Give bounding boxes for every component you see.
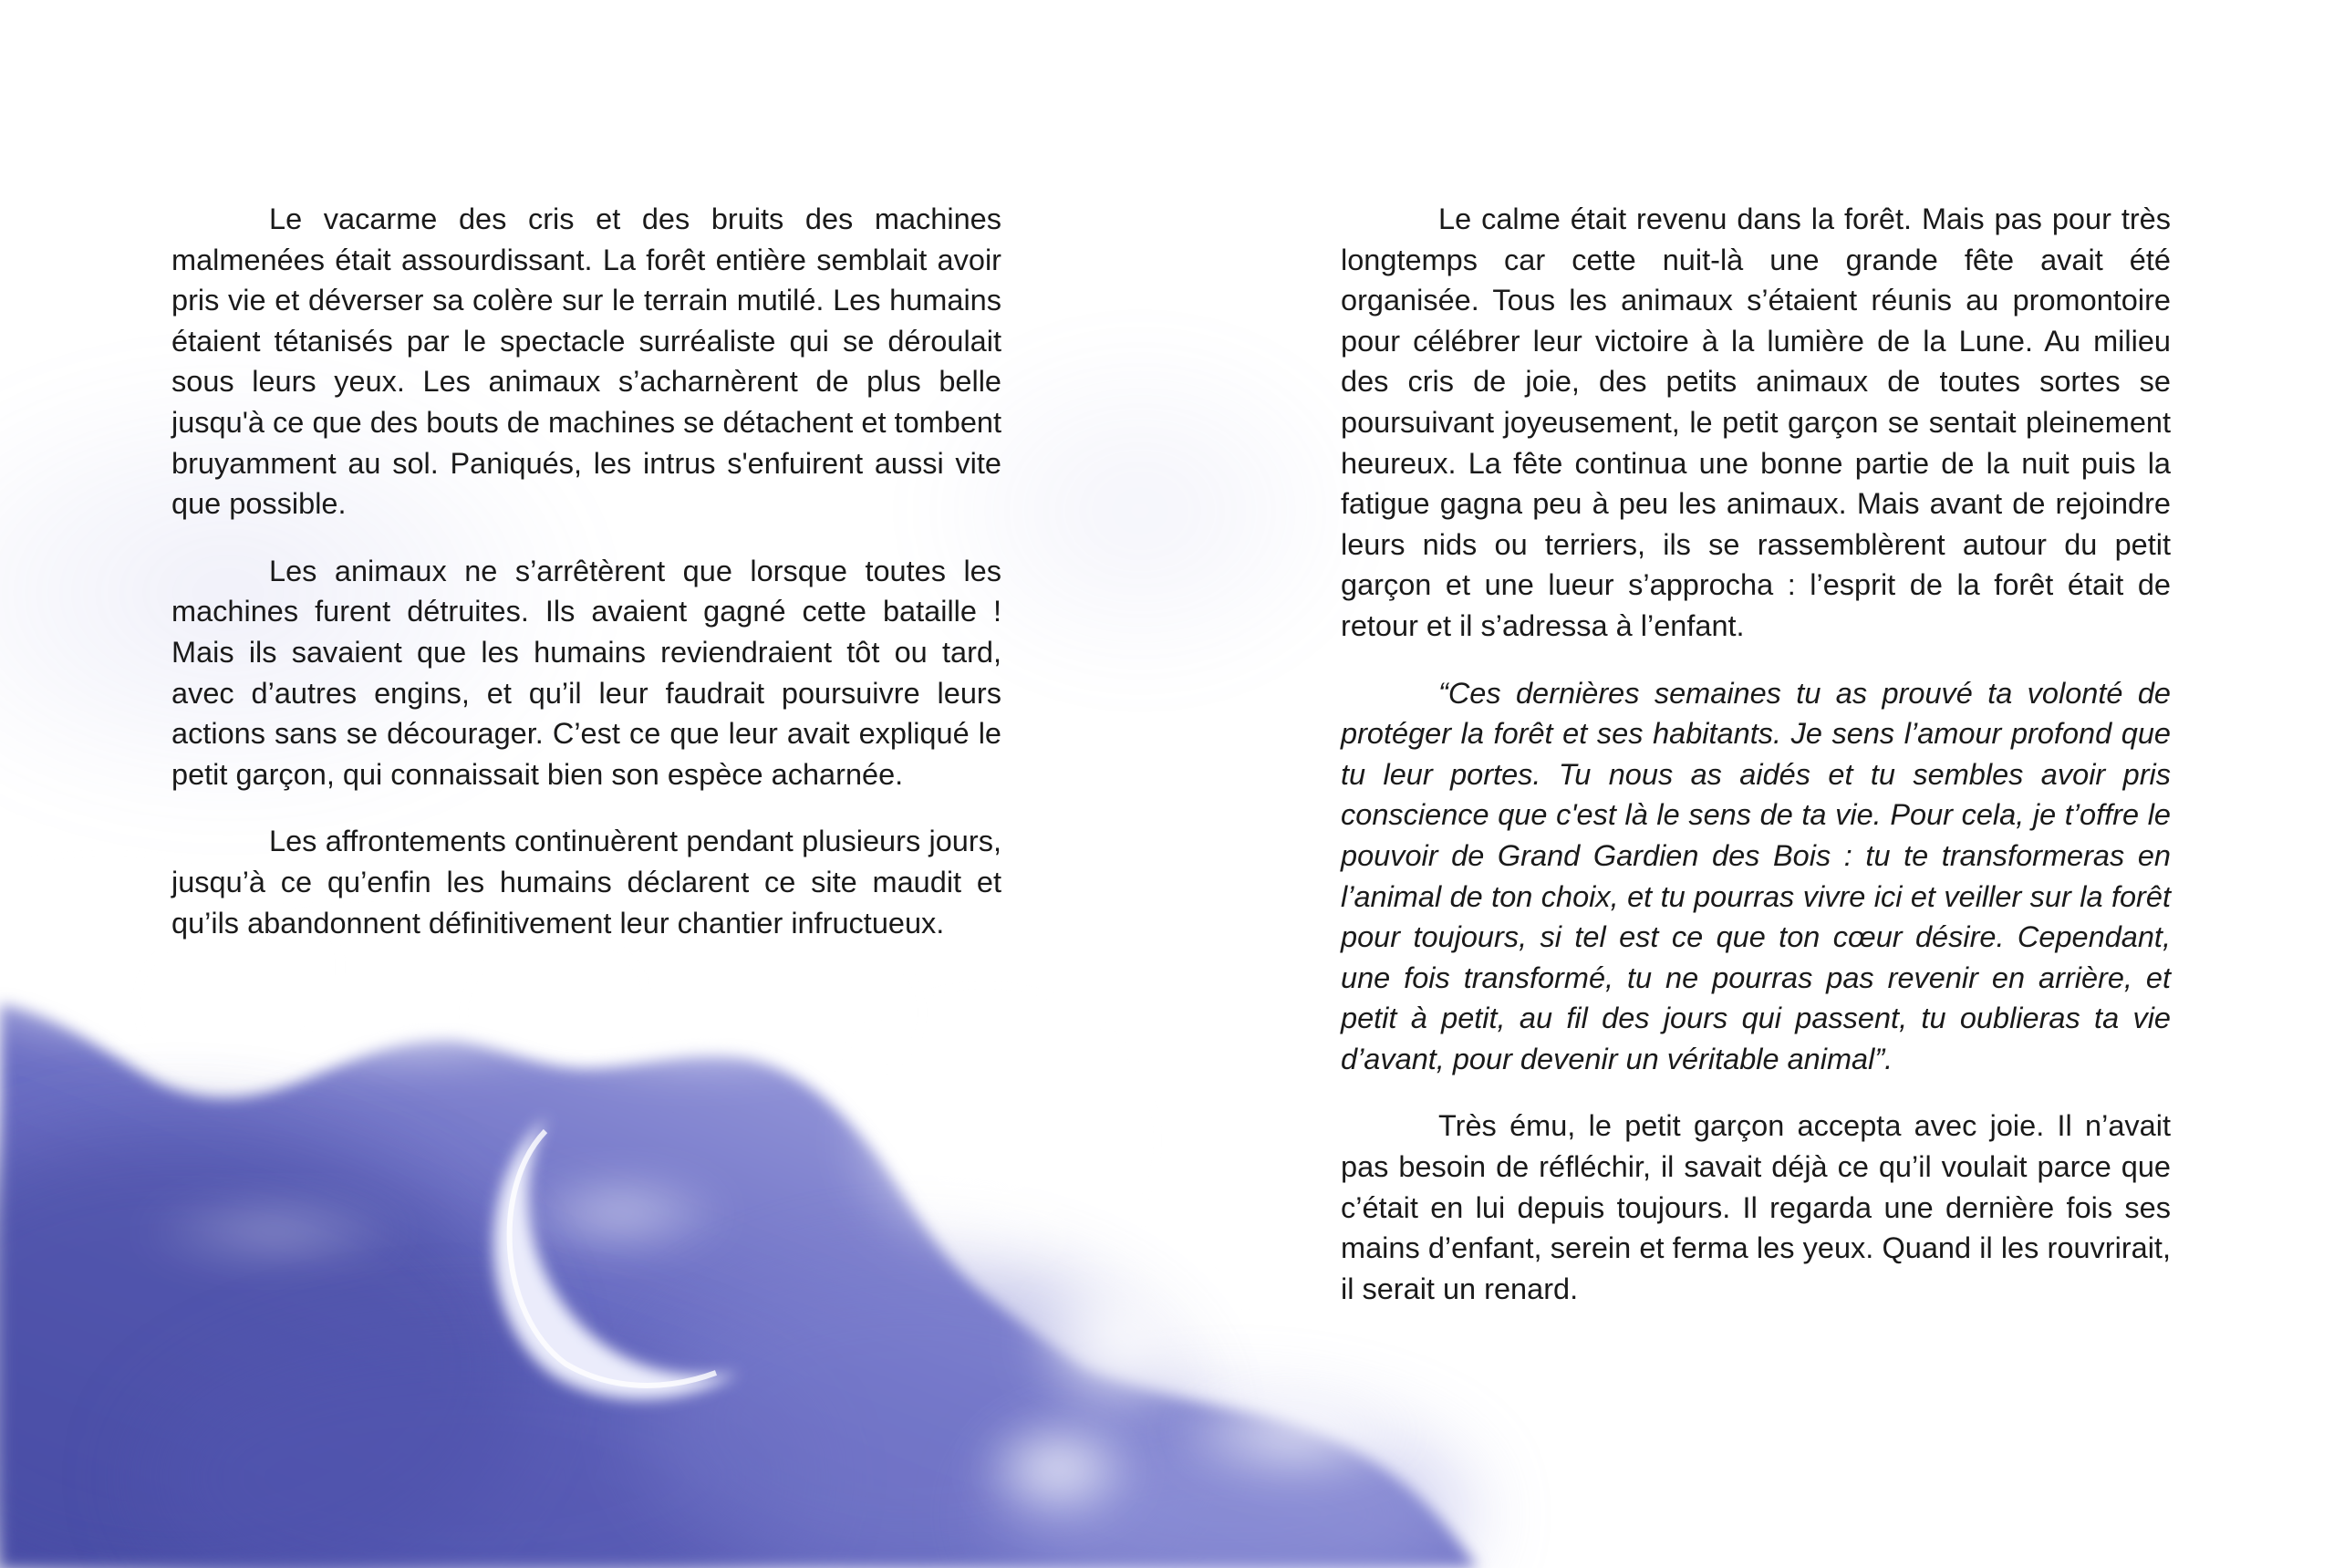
paragraph: Le calme était revenu dans la forêt. Mais pas pour très longtemps car cette nuit-là une grande fête avait été organisée. Tous les animaux s’étaient réunis au promontoire pour célébrer leur victoire à la lumière de la Lune. Au milieu des cris de joie, des petits animaux de toutes sortes se poursuivant joyeusement, le petit garçon se sentait pleinement heureux. La fête continua une bonne partie de la nuit puis la fatigue gagna peu à peu les animaux. Mais avant de rejoindre leurs nids ou terriers, ils se rassemblèrent autour du petit garçon et une lueur s’approcha : l’esprit de la forêt était de retour et il s’adressa à l’enfant. — [1341, 202, 2171, 642]
paragraph: Très ému, le petit garçon accepta avec joie. Il n’avait pas besoin de réfléchir, il savait déjà ce qu’il voulait parce que c’était en lui depuis toujours. Il regarda une dernière fois ses mains d’enfant, serein et ferma les yeux. Quand il les rouvrirait, il serait un renard. — [1341, 1109, 2171, 1305]
white-cloud-wisp — [976, 1414, 1140, 1523]
right-page — [1341, 199, 2171, 1335]
white-cloud-wisp — [839, 1012, 1131, 1268]
paragraph: Le vacarme des cris et des bruits des machines malmenées était assourdissant. La forêt entière semblait avoir pris vie et déverser sa colère sur le terrain mutilé. Les humains étaient tétanisés par le spectacle surréaliste qui se déroulait sous leurs yeux. Les animaux s’acharnèrent de plus belle jusqu'à ce que des bouts de machines se détachent et tombent bruyamment au sol. Paniqués, les intrus s'enfuirent aussi vite que possible. — [171, 202, 1001, 521]
white-cloud-wisp — [137, 1195, 410, 1268]
white-cloud-wisp — [511, 1172, 730, 1254]
left-page — [171, 199, 1001, 970]
paragraph: Les affrontements continuèrent pendant plusieurs jours, jusqu’à ce qu’enfin les humains déclarent ce site maudit et qu’ils abandonnent définitivement leur chantier infructueux. — [171, 825, 1001, 940]
white-cloud-wisp — [1167, 1377, 1423, 1487]
paragraph: Les animaux ne s’arrêtèrent que lorsque toutes les machines furent détruites. Ils avaient gagné cette bataille ! Mais ils savaient que les humains reviendraient tôt ou tard, avec d’autres engins, et qu’il leur faudrait poursuivre leurs actions sans se décourager. C’est ce que leur avait expliqué le petit garçon, qui connaissait bien son espèce acharnée. — [171, 554, 1001, 791]
white-cloud-wisp — [1022, 1259, 1222, 1423]
spirit-quote: “Ces dernières semaines tu as prouvé ta volonté de protéger la forêt et ses habitants. Je sens l’amour profond que tu leur portes. Tu nous as aidés et tu sembles avoir pris conscience que c'est là le sens de ta vie. Pour cela, je t’offre le pouvoir de Grand Gardien des Bois : tu te transformeras en l’animal de ton choix, et tu pourras vivre ici et veiller sur la forêt pour toujours, si tel est ce que ton cœur désire. Cependant, une fois transformé, tu ne pourras pas revenir en arrière, et petit à petit, au fil des jours qui passent, tu oublieras ta vie d’avant, pour devenir un véritable animal”. — [1341, 676, 2171, 1075]
